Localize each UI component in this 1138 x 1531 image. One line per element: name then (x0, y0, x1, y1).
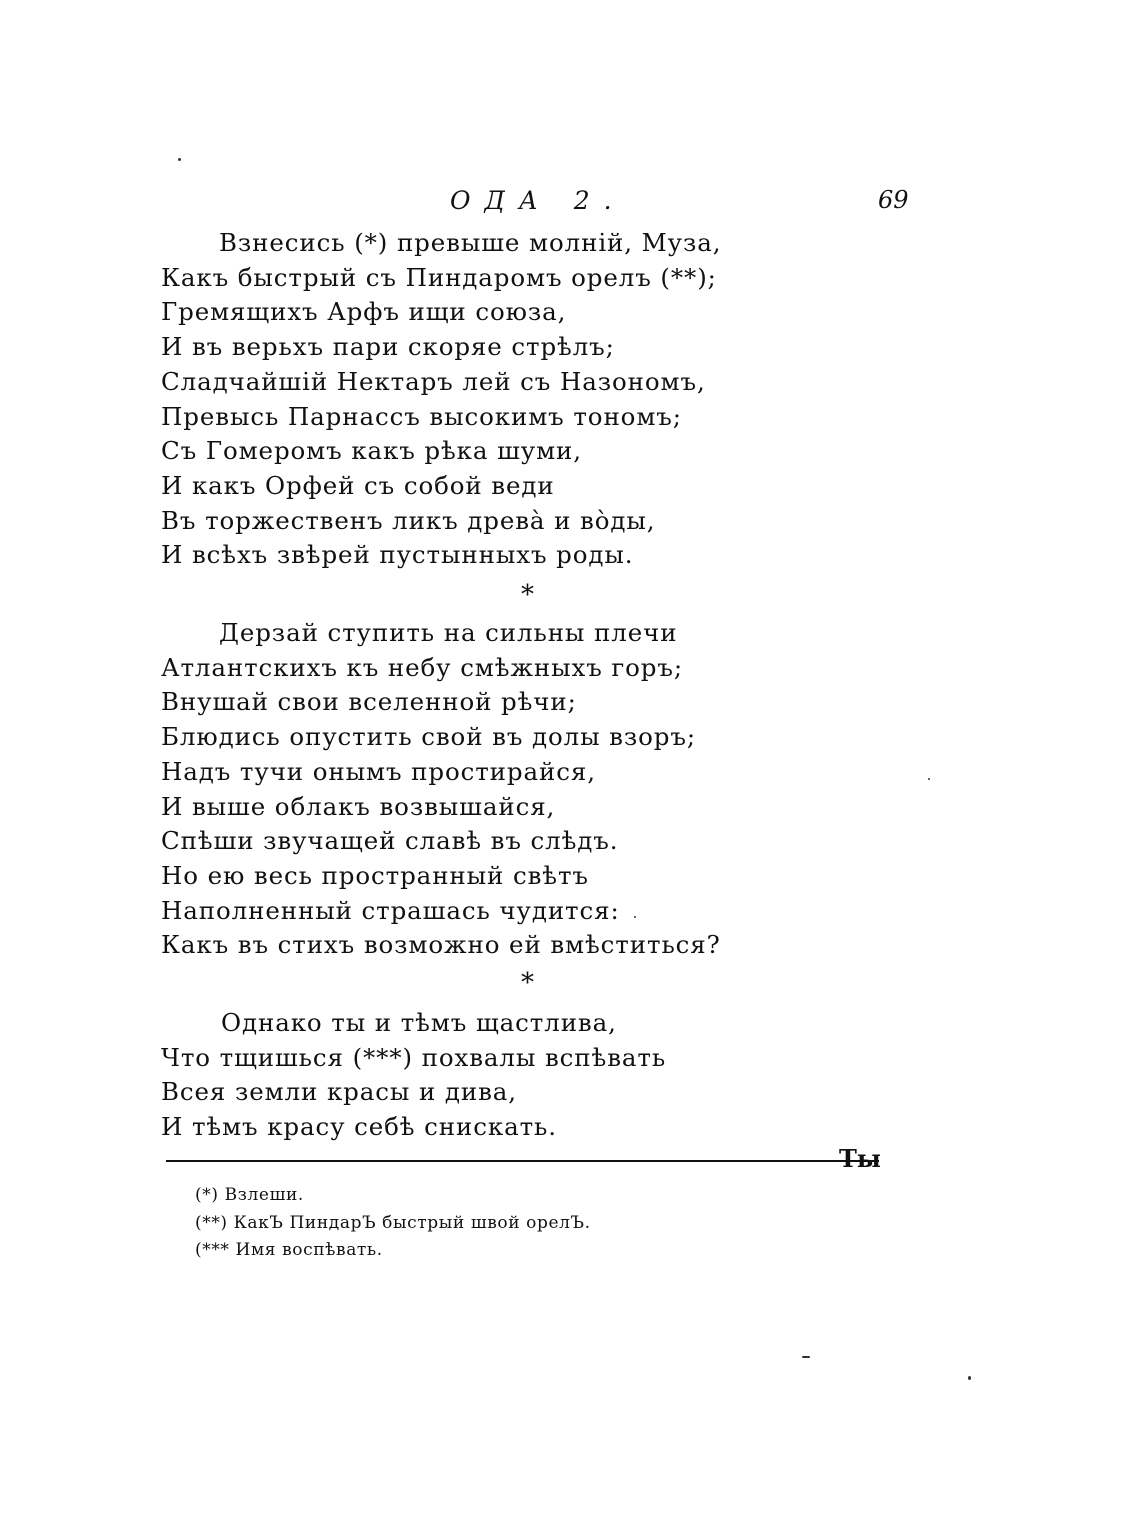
scan-speck (802, 1356, 810, 1358)
verse-line: Какъ въ стихъ возможно ей вмѣститься? (161, 930, 721, 960)
scan-speck (634, 916, 636, 918)
verse-line: Въ торжественъ ликъ древа̀ и во̀ды, (161, 505, 656, 535)
verse-line: Однако ты и тѣмъ щастлива, (221, 1008, 617, 1037)
stanza-1 (161, 226, 721, 573)
verse-line: Взнесись (*) превыше молній, Муза, (219, 228, 722, 257)
verse-line: Гремящихъ Арфъ ищи союза, (161, 297, 567, 327)
verse-line: И какъ Орфей съ собой веди (161, 470, 555, 500)
scan-speck (968, 1376, 971, 1380)
verse-line: Съ Гомеромъ какъ рѣка шуми, (161, 436, 582, 466)
verse-line: И тѣмъ красу себѣ снискать. (161, 1112, 557, 1142)
footnote-rule (166, 1160, 879, 1162)
footnote: (*** Имя воспѣвать. (195, 1240, 383, 1260)
footnotes (195, 1182, 755, 1265)
stanza-separator: * (521, 968, 534, 998)
verse-line: И выше облакъ возвышайся, (161, 791, 556, 821)
verse-line: Что тщишься (***) похвалы вспѣвать (161, 1042, 667, 1072)
catchword: Ты (839, 1144, 881, 1173)
verse-line: Наполненный страшась чудится: (161, 895, 620, 925)
verse-line: Какъ быстрый съ Пиндаромъ орелъ (**); (161, 262, 717, 292)
verse-line: И всѣхъ звѣрей пустынныхъ роды. (161, 540, 634, 570)
verse-line: Блюдись опустить свой въ долы взоръ; (161, 722, 697, 752)
scan-speck (178, 158, 181, 161)
verse-line: Превысь Парнассъ высокимъ тономъ; (161, 401, 682, 431)
verse-line: Атлантскихъ къ небу смѣжныхъ горъ; (161, 652, 684, 682)
stanza-separator: * (521, 580, 534, 610)
verse-line: Дерзай ступить на сильны плечи (219, 618, 678, 647)
verse-line: Всея земли красы и дива, (161, 1077, 517, 1107)
verse-line: Надъ тучи онымъ простирайся, (161, 756, 596, 786)
verse-line: Внушай свои вселенной рѣчи; (161, 687, 577, 717)
stanza-2 (161, 616, 721, 963)
scan-speck (928, 778, 930, 780)
verse-line: Но ею весь пространный свѣтъ (161, 860, 589, 890)
footnote: (*) Взлеши. (195, 1185, 304, 1205)
verse-line: Спѣши звучащей славѣ въ слѣдъ. (161, 826, 619, 856)
stanza-3 (161, 1006, 721, 1145)
verse-line: Сладчайшій Нектаръ лей съ Назономъ, (161, 366, 706, 396)
page-number: 69 (878, 186, 909, 214)
footnote: (**) КакЪ ПиндарЪ быстрый швой орелЪ. (195, 1212, 591, 1233)
page-header-title: ОДА 2. (450, 186, 626, 215)
verse-line: И въ верьхъ пари скоряе стрѣлъ; (161, 332, 615, 362)
